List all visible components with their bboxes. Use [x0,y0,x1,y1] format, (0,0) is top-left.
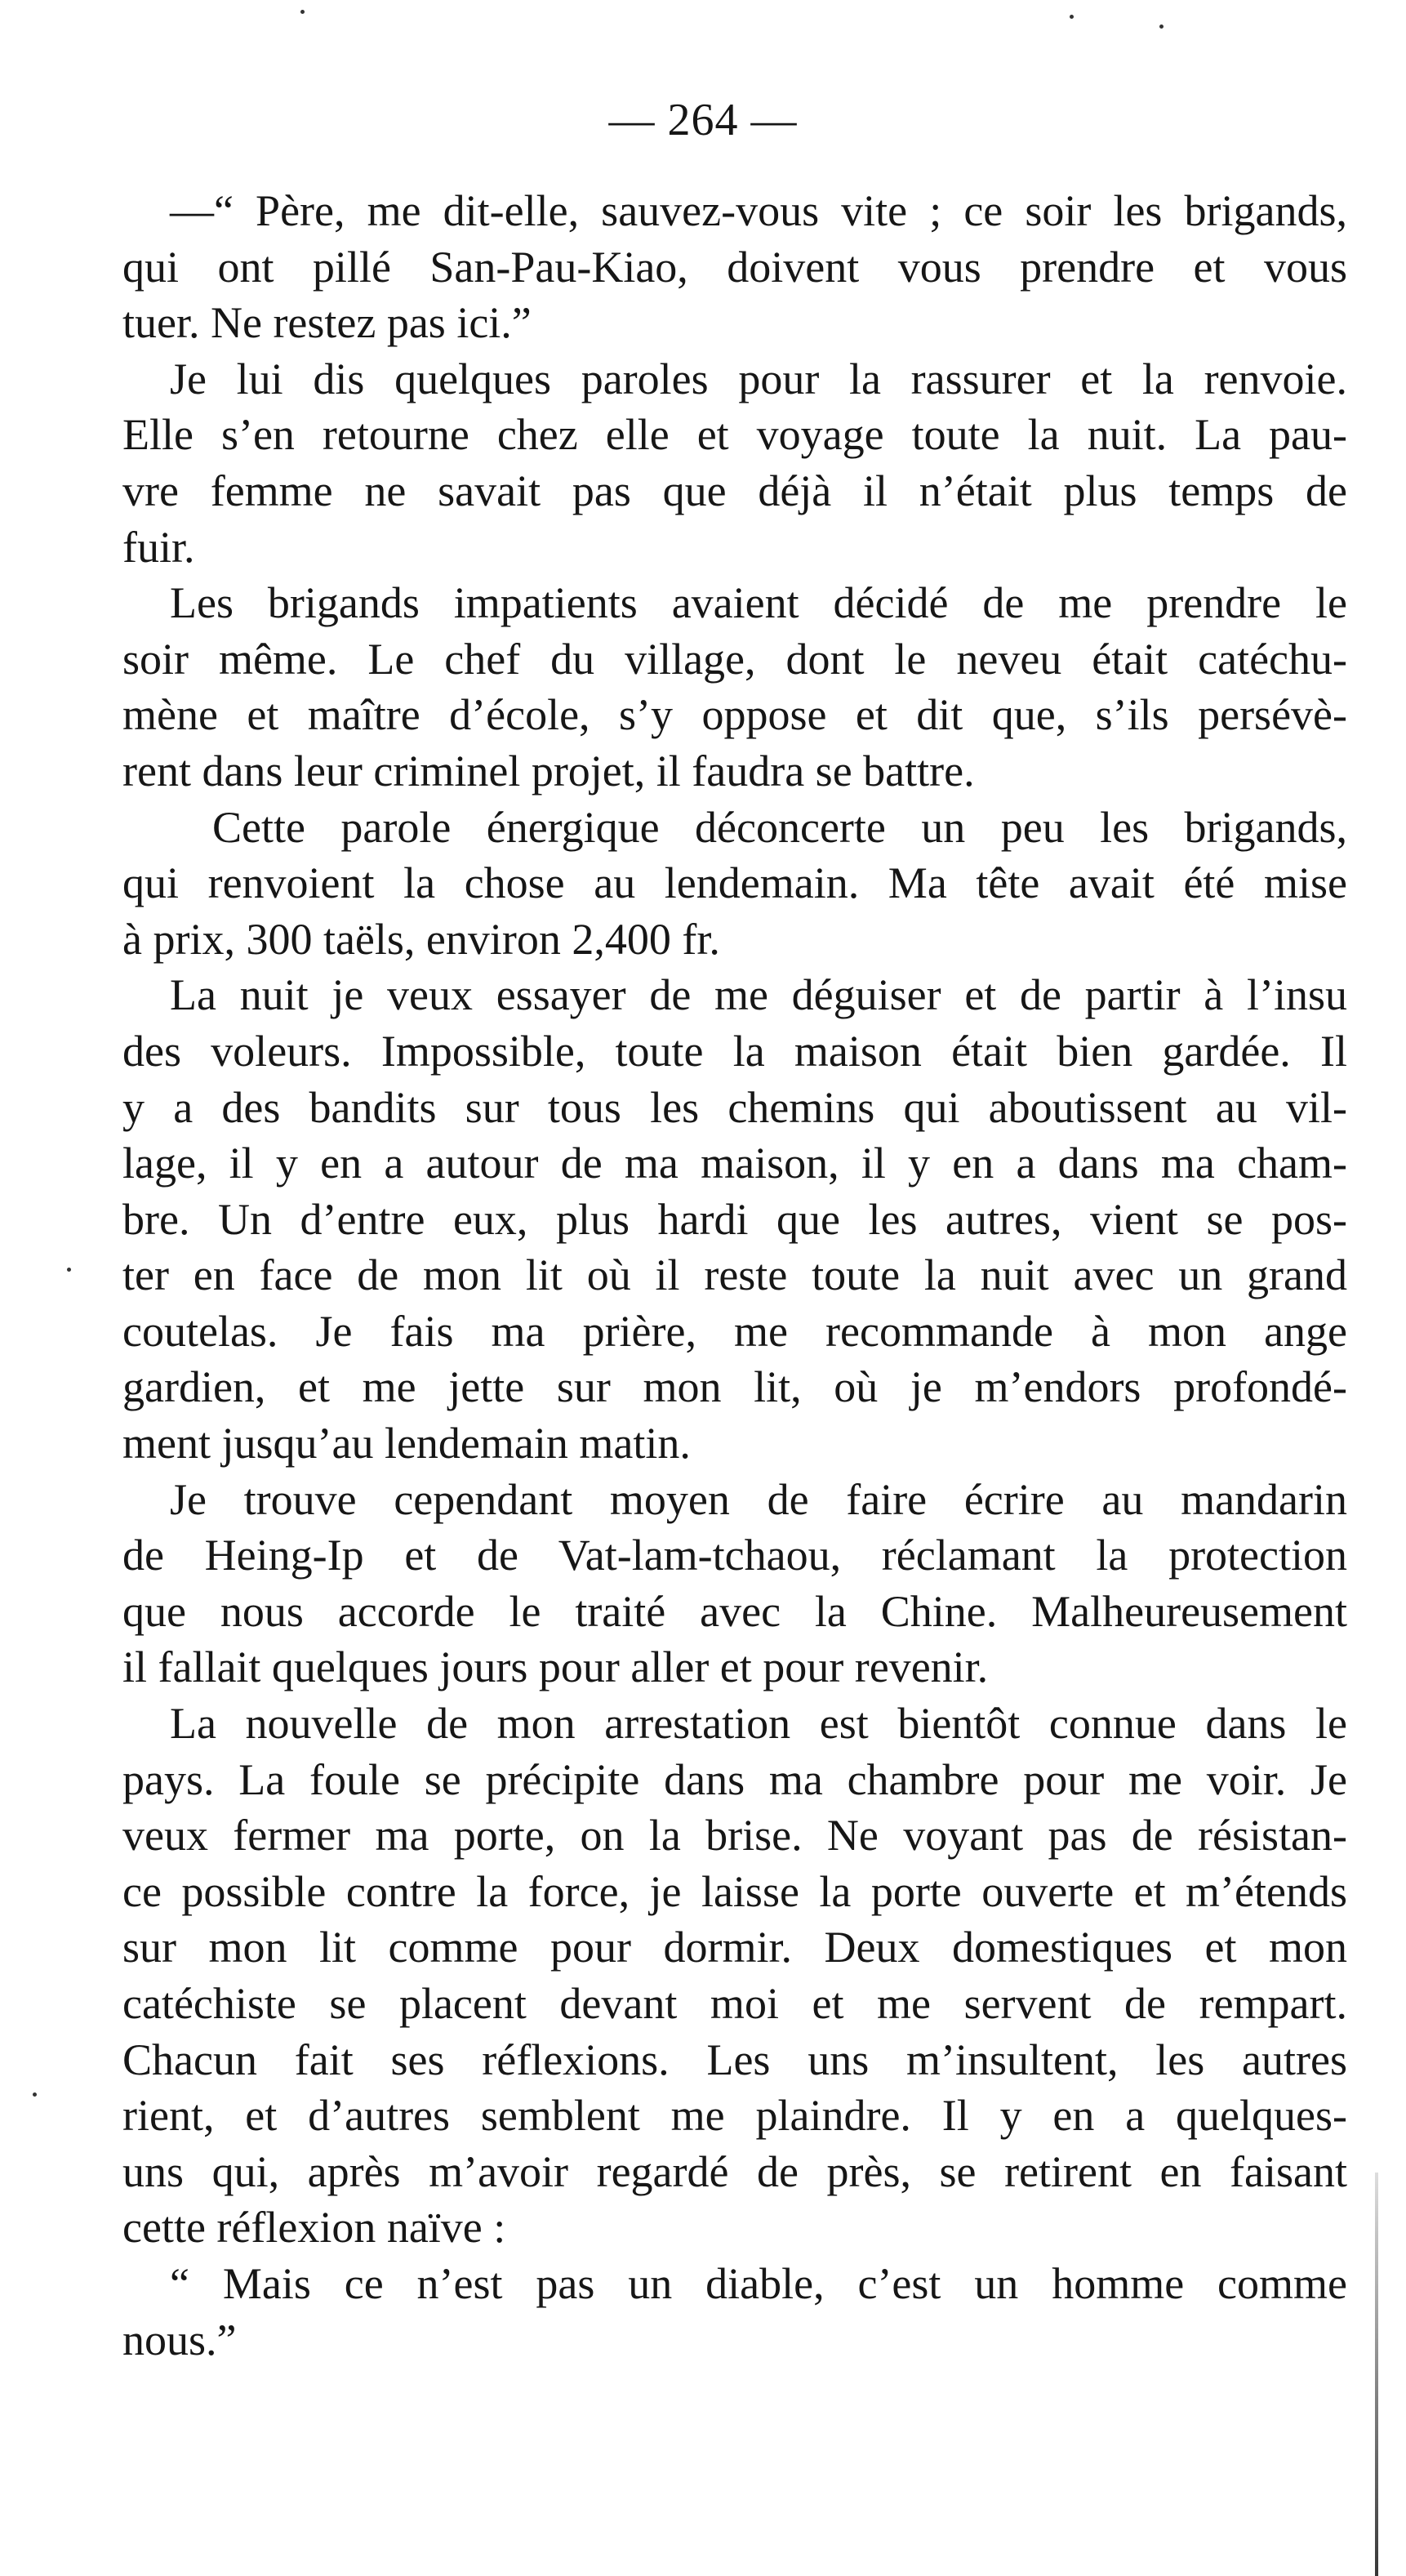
text-line: pays. La foule se précipite dans ma chambre pour me voir. Je [122,1754,1347,1804]
scan-speck [300,10,305,14]
text-line: La nuit je veux essayer de me déguiser et de partir à l’insu [170,970,1347,1020]
text-line: que nous accorde le traité avec la Chine. Malheureusement [122,1586,1347,1636]
text-line: La nouvelle de mon arrestation est bientôt connue dans le [170,1699,1347,1749]
scan-edge-artifact [1375,2173,1378,2576]
text-line: catéchiste se placent devant moi et me servent de rempart. [122,1979,1347,2028]
text-line: bre. Un d’entre eux, plus hardi que les autres, vient se pos- [122,1194,1347,1244]
text-line: ce possible contre la force, je laisse la porte ouverte et m’étends [122,1866,1347,1916]
page-number: — 264 — [608,95,798,145]
text-line: qui renvoient la chose au lendemain. Ma tête avait été mise [122,858,1347,908]
text-line: “ Mais ce n’est pas un diable, c’est un homme comme [170,2258,1347,2308]
text-line: des voleurs. Impossible, toute la maison était bien gardée. Il [122,1026,1347,1076]
text-line: vre femme ne savait pas que déjà il n’était plus temps de [122,466,1347,515]
scan-speck [1070,15,1074,19]
text-line: mène et maître d’école, s’y oppose et dit que, s’ils persévè- [122,690,1347,740]
text-line: Je trouve cependant moyen de faire écrire au mandarin [170,1474,1347,1524]
text-line: —“ Père, me dit-elle, sauvez-vous vite ; ce soir les brigands, [170,186,1347,235]
text-line: fuir. [122,522,195,572]
text-line: Chacun fait ses réflexions. Les uns m’insultent, les autres [122,2035,1347,2084]
text-line: Les brigands impatients avaient décidé de me prendre le [170,578,1347,628]
text-line: à prix, 300 taëls, environ 2,400 fr. [122,914,720,964]
text-line: y a des bandits sur tous les chemins qui aboutissent au vil- [122,1082,1347,1132]
text-line: uns qui, après m’avoir regardé de près, se retirent en faisant [122,2146,1347,2196]
text-line: lage, il y en a autour de ma maison, il y en a dans ma cham- [122,1139,1347,1188]
text-line: qui ont pillé San-Pau-Kiao, doivent vous prendre et vous [122,242,1347,292]
scan-speck [67,1268,71,1272]
text-line: cette réflexion naïve : [122,2203,506,2253]
text-line: ment jusqu’au lendemain matin. [122,1419,691,1468]
text-line: veux fermer ma porte, on la brise. Ne voyant pas de résistan- [122,1811,1347,1861]
text-line: soir même. Le chef du village, dont le neveu était catéchu- [122,634,1347,684]
body-text [122,183,1347,2368]
text-line: ter en face de mon lit où il reste toute la nuit avec un grand [122,1250,1347,1300]
text-line: il fallait quelques jours pour aller et pour revenir. [122,1642,989,1692]
scan-speck [33,2092,37,2097]
text-line: tuer. Ne restez pas ici.” [122,298,532,348]
text-line: de Heing-Ip et de Vat-lam-tchaou, réclamant la protection [122,1531,1347,1580]
text-line: Cette parole énergique déconcerte un peu les brigands, [212,802,1347,852]
text-line: Elle s’en retourne chez elle et voyage toute la nuit. La pau- [122,410,1347,460]
scan-speck [1159,25,1164,29]
text-line: rent dans leur criminel projet, il faudra se battre. [122,746,975,796]
text-line: nous.” [122,2315,237,2364]
text-line: coutelas. Je fais ma prière, me recommande à mon ange [122,1306,1347,1356]
text-line: Je lui dis quelques paroles pour la rassurer et la renvoie. [170,354,1347,403]
text-line: sur mon lit comme pour dormir. Deux domestiques et mon [122,1923,1347,1972]
text-line: gardien, et me jette sur mon lit, où je m’endors profondé- [122,1362,1347,1412]
text-line: rient, et d’autres semblent me plaindre. Il y en a quelques- [122,2091,1347,2141]
